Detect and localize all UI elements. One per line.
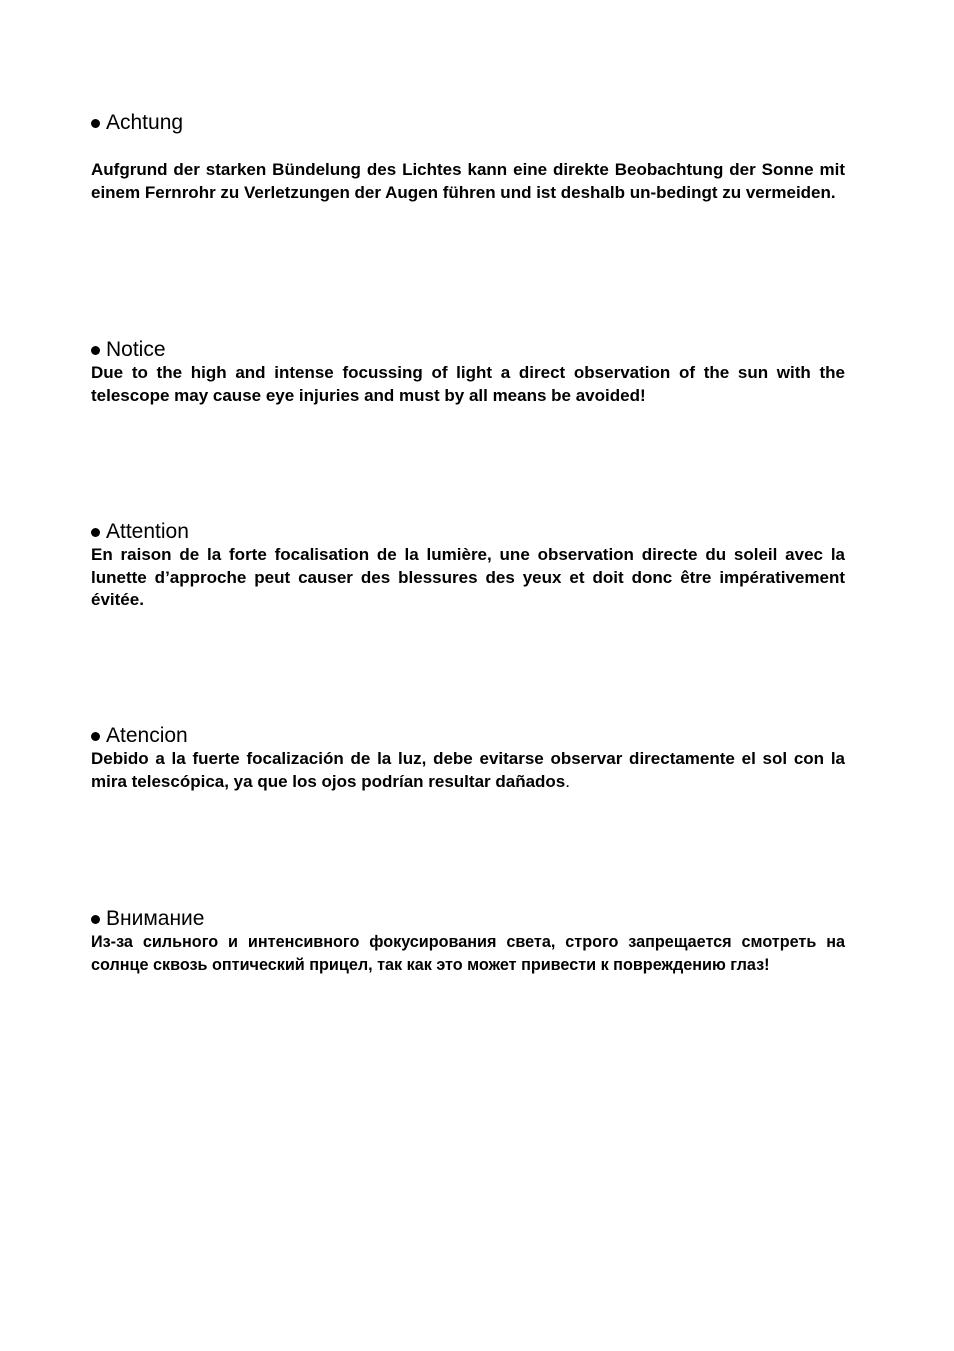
heading-text: Attention xyxy=(106,520,189,543)
heading-text: Achtung xyxy=(106,111,184,134)
section-heading xyxy=(91,724,845,748)
warning-text: En raison de la forte focalisation de la lumière, une observation directe du soleil avec la lunette d’approche peut causer des blessures des yeux et doit donc être impérativement évitée. xyxy=(91,545,845,609)
warning-text-main: Debido a la fuerte focalización de la luz, debe evitarse observar directamente el sol con la mira telescópica, ya que los ojos podrían resultar dañados xyxy=(91,749,845,791)
section-heading xyxy=(91,520,845,544)
warning-section-english xyxy=(91,338,845,407)
warning-text: Due to the high and intense focussing of light a direct observation of the sun with the telescope may cause eye injuries and must by all means be avoided! xyxy=(91,363,845,405)
warning-text: Aufgrund der starken Bündelung des Lichtes kann eine direkte Beobachtung der Sonne mit einem Fernrohr zu Verletzungen der Augen führen und ist deshalb un-bedingt zu vermeiden. xyxy=(91,160,845,202)
section-heading xyxy=(91,111,845,135)
heading-text: Notice xyxy=(106,338,166,361)
section-heading xyxy=(91,338,845,362)
warning-text xyxy=(91,748,845,793)
bullet-icon xyxy=(91,528,100,537)
bullet-icon xyxy=(91,119,100,128)
warning-text-period: . xyxy=(565,771,570,791)
warning-section-german xyxy=(91,111,845,204)
heading-text: Atencion xyxy=(106,724,188,747)
heading-text: Внимание xyxy=(106,907,205,930)
warning-section-spanish xyxy=(91,724,845,793)
bullet-icon xyxy=(91,915,100,924)
warning-text: Из-за сильного и интенсивного фокусирования света, строго запрещается смотреть на солнце сквозь оптический прицел, так как это может привести к повреждению глаз! xyxy=(91,933,845,974)
warning-section-russian xyxy=(91,907,845,976)
section-heading xyxy=(91,907,845,931)
bullet-icon xyxy=(91,346,100,355)
warning-section-french xyxy=(91,520,845,612)
bullet-icon xyxy=(91,732,100,741)
